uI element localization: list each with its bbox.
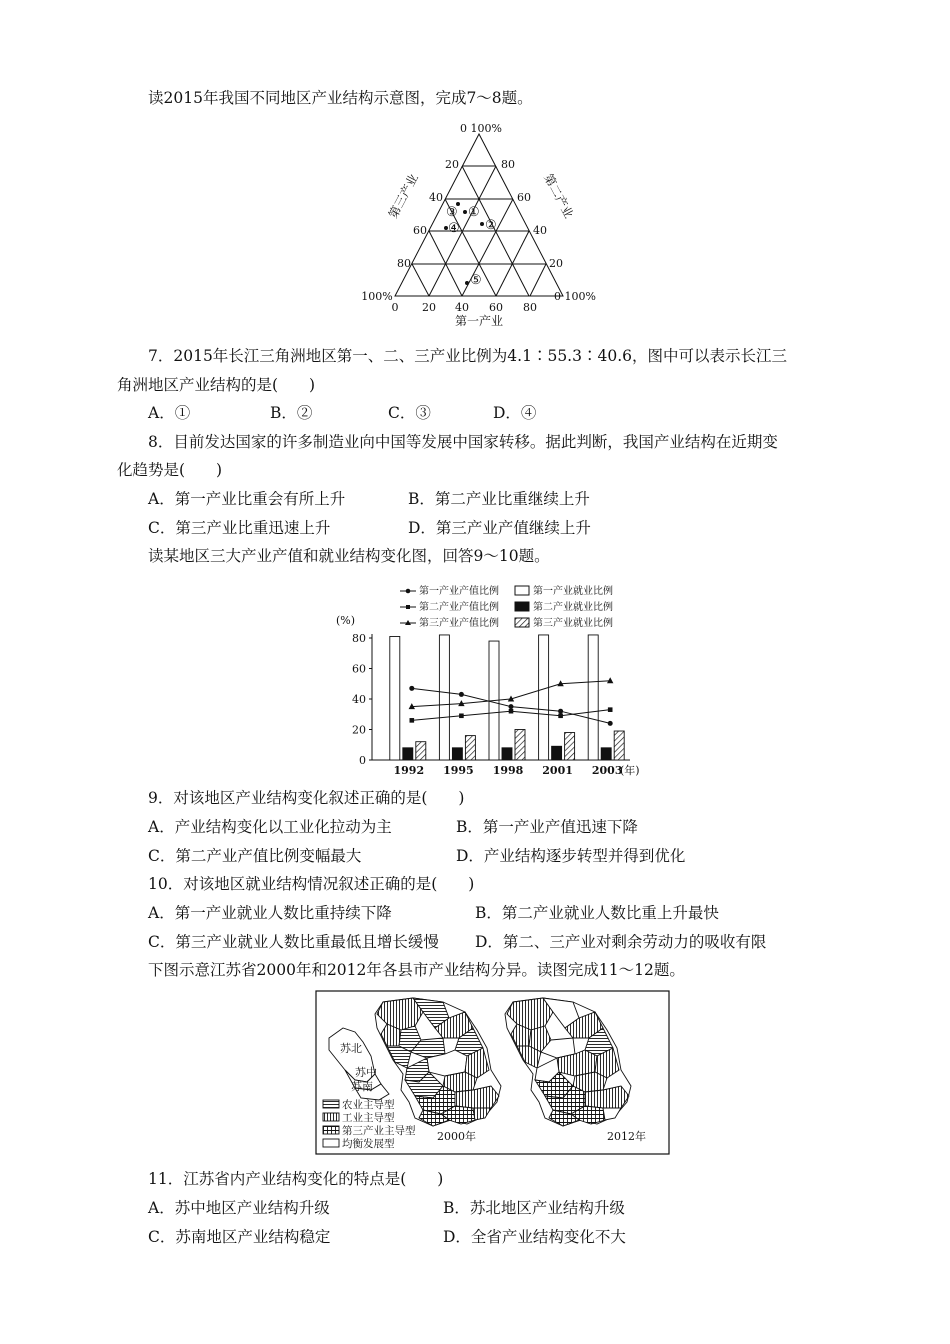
- q9-option-d: D．产业结构逐步转型并得到优化: [456, 847, 686, 865]
- q11-stem: 11．江苏省内产业结构变化的特点是( ): [148, 1170, 444, 1188]
- intro-7-8: 读2015年我国不同地区产业结构示意图，完成7～8题。: [148, 89, 533, 107]
- y-axis-unit: (%): [336, 614, 356, 627]
- bar-2001-2: [565, 733, 575, 760]
- tri-left-axis: 第三产业: [386, 171, 421, 221]
- q7-option-a: A．①: [148, 404, 191, 422]
- x-tick-label: 2003: [591, 764, 623, 777]
- q10-option-d: D．第二、三产业对剩余劳动力的吸收有限: [475, 933, 767, 951]
- q7-option-b: B．②: [270, 404, 313, 422]
- tri-top-label: 0 100%: [460, 122, 502, 135]
- q8-option-a: A．第一产业比重会有所上升: [148, 490, 346, 508]
- legend-swatch-black: [515, 602, 529, 611]
- y-tick-label: 60: [352, 662, 366, 676]
- point-5-dot: [465, 281, 469, 285]
- tri-right-axis: 第二产业: [541, 171, 576, 221]
- q8-option-b: B．第二产业比重继续上升: [408, 490, 590, 508]
- q10-option-a: A．第一产业就业人数比重持续下降: [148, 904, 392, 922]
- tri-right-tick: 80: [501, 158, 515, 171]
- point-square: [509, 709, 514, 714]
- point-3-label: ③: [446, 205, 458, 220]
- point-1-label: ①: [468, 205, 480, 220]
- legend-balanced-label: 均衡发展型: [342, 1138, 395, 1150]
- q10-option-c: C．第三产业就业人数比重最低且增长缓慢: [148, 933, 439, 951]
- point-1-dot: [463, 210, 467, 214]
- tri-left-corner: 100%: [361, 290, 393, 303]
- legend-label: 第二产业就业比例: [533, 602, 613, 613]
- tri-left-tick: 60: [413, 224, 427, 237]
- bar-1995-2: [465, 736, 475, 760]
- point-square: [608, 707, 613, 712]
- point-square: [459, 713, 464, 718]
- jiangsu-map-figure: [315, 990, 670, 1155]
- y-tick-label: 80: [352, 632, 366, 645]
- map-year-2012: 2012年: [607, 1130, 646, 1143]
- tri-bottom-tick: 80: [523, 301, 537, 314]
- point-2-dot: [480, 222, 484, 226]
- tri-bottom-axis: 第一产业: [454, 314, 504, 328]
- legend-label: 第三产业就业比例: [533, 618, 613, 629]
- q11-option-c: C．苏南地区产业结构稳定: [148, 1228, 331, 1246]
- point-circle: [409, 686, 414, 691]
- bar-1995-1: [452, 748, 462, 760]
- legend-label: 第二产业产值比例: [419, 602, 499, 613]
- legend-industry-swatch: [323, 1113, 339, 1121]
- point-circle: [459, 692, 464, 697]
- x-tick-label: 2001: [542, 764, 573, 777]
- y-tick-label: 20: [352, 723, 366, 737]
- legend-label: 第一产业产值比例: [419, 586, 499, 597]
- tri-left-tick: 80: [397, 257, 411, 270]
- bar-1998-1: [502, 748, 512, 760]
- bar-2003-0: [588, 635, 598, 760]
- legend-label: 第一产业就业比例: [533, 586, 613, 597]
- tri-bottom-right-label: 0 100%: [554, 290, 596, 303]
- point-circle: [558, 709, 563, 714]
- point-5-label: ⑤: [470, 273, 482, 288]
- x-tick-label: 1998: [492, 764, 524, 777]
- map-year-2000: 2000年: [437, 1130, 476, 1143]
- point-square: [558, 713, 563, 718]
- region-label-subei: 苏北: [340, 1042, 362, 1055]
- x-tick-label: 1992: [393, 764, 425, 777]
- x-axis-unit: (年): [620, 764, 640, 777]
- chart-legend: [400, 584, 613, 629]
- legend-tertiary-label: 第三产业主导型: [342, 1125, 416, 1137]
- region-label-sunan: 苏南: [351, 1080, 373, 1093]
- q7-option-c: C．③: [388, 404, 431, 422]
- q10-option-b: B．第二产业就业人数比重上升最快: [475, 904, 719, 922]
- bar-1992-0: [390, 636, 400, 760]
- q11-option-a: A．苏中地区产业结构升级: [148, 1199, 330, 1217]
- bar-2001-0: [539, 635, 549, 760]
- legend-marker-circle: [406, 589, 411, 594]
- point-triangle: [607, 677, 613, 683]
- legend-marker-square: [406, 605, 410, 609]
- tri-bottom-tick: 40: [455, 301, 469, 314]
- bar-1995-0: [439, 635, 449, 760]
- q8-option-c: C．第三产业比重迅速上升: [148, 519, 331, 537]
- tri-left-tick: 20: [445, 158, 459, 171]
- legend-swatch-white: [515, 586, 529, 595]
- q9-option-b: B．第一产业产值迅速下降: [456, 818, 638, 836]
- tri-bottom-tick: 60: [489, 301, 503, 314]
- legend-tertiary-swatch: [323, 1126, 339, 1134]
- q11-option-d: D．全省产业结构变化不大: [443, 1228, 626, 1246]
- point-circle: [509, 704, 514, 709]
- legend-industry-label: 工业主导型: [342, 1112, 395, 1124]
- point-circle: [608, 721, 613, 726]
- ternary-diagram: [355, 118, 625, 333]
- bar-1992-1: [403, 748, 413, 760]
- tri-bottom-tick: 20: [422, 301, 436, 314]
- y-tick-label: 0: [359, 754, 366, 767]
- tri-right-tick: 60: [517, 191, 531, 204]
- q7-stem: 7．2015年长江三角洲地区第一、二、三产业比例为4.1∶55.3∶40.6，图中可以表示长江三: [148, 347, 787, 365]
- intro-9-10: 读某地区三大产业产值和就业结构变化图，回答9～10题。: [148, 547, 550, 565]
- q9-stem: 9．对该地区产业结构变化叙述正确的是( ): [148, 789, 465, 807]
- point-2-label: ②: [485, 218, 497, 233]
- tri-right-tick: 20: [549, 257, 563, 270]
- bar-2001-1: [552, 746, 562, 760]
- point-square: [410, 718, 415, 723]
- q8-stem: 8．目前发达国家的许多制造业向中国等发展中国家转移。据此判断，我国产业结构在近期变: [148, 433, 778, 451]
- y-tick-label: 40: [352, 693, 366, 706]
- q11-option-b: B．苏北地区产业结构升级: [443, 1199, 625, 1217]
- q9-option-a: A．产业结构变化以工业化拉动为主: [148, 818, 392, 836]
- x-tick-label: 1995: [443, 764, 474, 777]
- q7-stem-cont: 角洲地区产业结构的是( ): [117, 376, 316, 394]
- q9-option-c: C．第二产业产值比例变幅最大: [148, 847, 362, 865]
- tri-right-tick: 40: [533, 224, 547, 237]
- bar-2003-1: [601, 748, 611, 760]
- intro-11-12: 下图示意江苏省2000年和2012年各县市产业结构分异。读图完成11～12题。: [148, 961, 685, 979]
- tri-left-tick: 40: [429, 191, 443, 204]
- q8-stem-cont: 化趋势是( ): [117, 461, 223, 479]
- legend-label: 第三产业产值比例: [419, 618, 499, 629]
- legend-agri-swatch: [323, 1100, 339, 1108]
- bar-1992-2: [416, 742, 426, 760]
- bar-1998-2: [515, 730, 525, 761]
- q7-option-d: D．④: [493, 404, 537, 422]
- q8-option-d: D．第三产业产值继续上升: [408, 519, 591, 537]
- bar-2003-2: [614, 731, 624, 760]
- legend-agri-label: 农业主导型: [342, 1099, 395, 1111]
- tri-bottom-tick: 0: [391, 301, 399, 314]
- point-4-label: ④: [448, 221, 460, 236]
- legend-balanced-swatch: [323, 1139, 339, 1147]
- q10-stem: 10．对该地区就业结构情况叙述正确的是( ): [148, 875, 475, 893]
- industry-chart: [330, 578, 650, 778]
- region-label-suzhong: 苏中: [355, 1066, 377, 1079]
- legend-swatch-hatch: [515, 618, 529, 627]
